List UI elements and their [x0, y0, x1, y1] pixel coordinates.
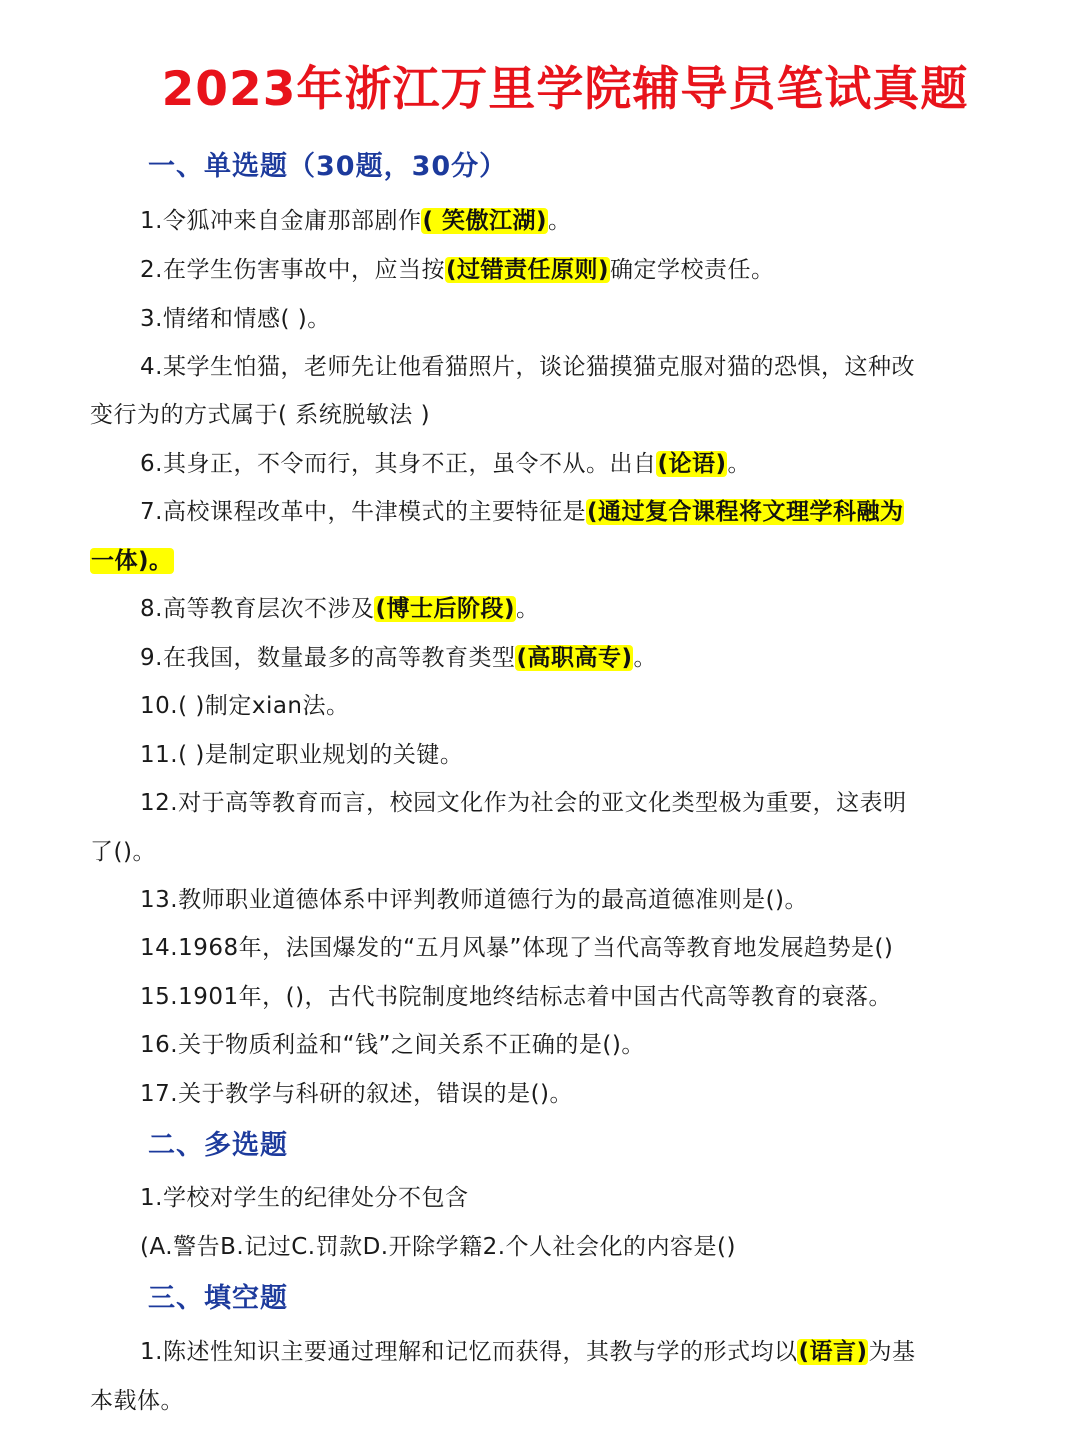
question-text: 2.在学生伤害事故中，应当按: [140, 257, 445, 283]
question-9: [140, 640, 970, 676]
question-7-line-1: [140, 494, 970, 530]
question-text: 。: [727, 451, 751, 477]
question-text: 8.高等教育层次不涉及: [140, 596, 375, 622]
answer-highlight: (高职高专): [516, 645, 633, 671]
multi-question-1-line-1: 1.学校对学生的纪律处分不包含: [140, 1185, 469, 1211]
page-title: 2023年浙江万里学院辅导员笔试真题: [161, 62, 969, 117]
question-text: 。: [515, 596, 540, 622]
answer-highlight: (通过复合课程将文理学科融为: [586, 499, 904, 525]
question-3: 3.情绪和情感( )。: [140, 306, 331, 332]
question-text: 7.高校课程改革中，牛津模式的主要特征是: [140, 499, 586, 525]
answer-highlight: 一体)。: [91, 548, 173, 574]
question-text: 9.在我国，数量最多的高等教育类型: [140, 645, 516, 671]
answer-highlight: (论语): [657, 451, 727, 477]
fill-question-1-line-2: 本载体。: [90, 1388, 184, 1414]
question-7-line-2: [90, 543, 970, 579]
question-16: 16.关于物质利益和“钱”之间关系不正确的是()。: [140, 1032, 645, 1058]
question-15: 15.1901年，()，古代书院制度地终结标志着中国古代高等教育的衰落。: [140, 984, 893, 1010]
question-12-line-2: 了()。: [90, 839, 156, 865]
question-1: [140, 203, 970, 239]
question-13: 13.教师职业道德体系中评判教师道德行为的最高道德准则是()。: [140, 887, 809, 913]
question-text: 。: [633, 645, 657, 671]
question-11: 11.( )是制定职业规划的关键。: [140, 742, 464, 768]
question-12-line-1: 12.对于高等教育而言，校园文化作为社会的亚文化类型极为重要，这表明: [140, 790, 907, 816]
question-14: 14.1968年，法国爆发的“五月风暴”体现了当代高等教育地发展趋势是(): [140, 935, 894, 961]
multi-question-1-line-2: (A.警告B.记过C.罚款D.开除学籍2.个人社会化的内容是(): [140, 1234, 736, 1260]
question-text: 。: [547, 208, 572, 234]
question-2: [140, 252, 970, 288]
question-17: 17.关于教学与科研的叙述，错误的是()。: [140, 1081, 574, 1107]
question-8: [140, 591, 970, 627]
question-4-line-2: 变行为的方式属于( 系统脱敏法 ): [90, 402, 431, 428]
answer-highlight: (博士后阶段): [375, 596, 515, 622]
question-text: 1.令狐冲来自金庸那部剧作: [140, 208, 422, 234]
question-6: [140, 446, 970, 482]
section-heading-multiple-choice: 二、多选题: [148, 1130, 288, 1161]
answer-highlight: (语言): [798, 1339, 868, 1365]
question-text: 确定学校责任。: [609, 257, 775, 283]
question-text: 6.其身正，不令而行，其身不正，虽令不从。出自: [140, 451, 657, 477]
question-text: 为基: [868, 1339, 916, 1365]
section-heading-fill-in: 三、填空题: [148, 1283, 288, 1314]
question-4-line-1: 4.某学生怕猫，老师先让他看猫照片，谈论猫摸猫克服对猫的恐惧，这种改: [140, 354, 915, 380]
answer-highlight: ( 笑傲江湖): [422, 208, 547, 234]
question-10: 10.( )制定xian法。: [140, 693, 350, 719]
answer-highlight: (过错责任原则): [445, 257, 609, 283]
question-text: 1.陈述性知识主要通过理解和记忆而获得，其教与学的形式均以: [140, 1339, 798, 1365]
fill-question-1-line-1: [140, 1334, 970, 1370]
section-heading-single-choice: 一、单选题（30题，30分）: [148, 151, 508, 182]
